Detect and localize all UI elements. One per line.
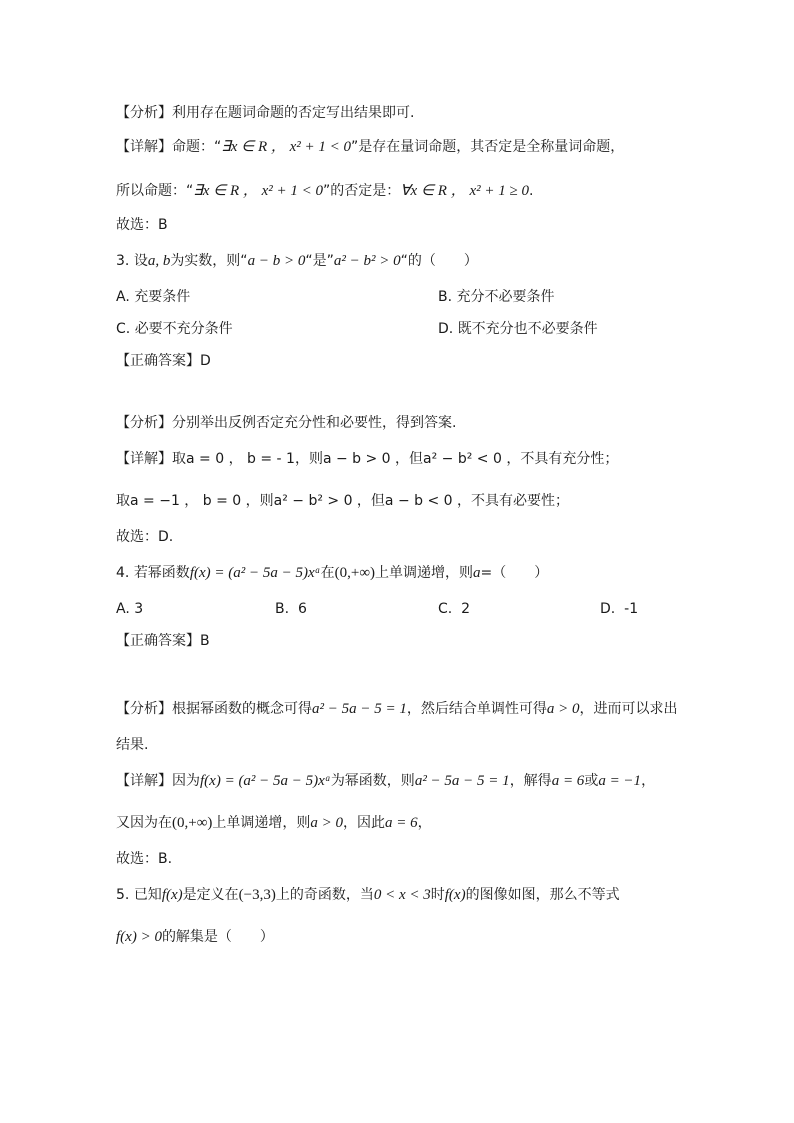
q3-option-c: C. 必要不充分条件 — [116, 321, 233, 337]
q4-detail-1: 【详解】因为f(x) = (a² − 5a − 5)xᵃ为幂函数，则a² − 5a − 5 = 1，解得a = 6或a = −1， — [116, 773, 656, 789]
q3-detail-1: 【详解】取a = 0 ， b = - 1，则a − b > 0 ，但a² − b² < 0 ，不具有充分性； — [116, 451, 619, 467]
q5-stem-cont: f(x) > 0的解集是（ ） — [116, 929, 274, 945]
analysis-label: 【分析】 — [116, 105, 172, 121]
q4-analysis-cont: 结果. — [116, 737, 149, 753]
q4-answer: 【正确答案】B — [116, 633, 210, 649]
q4-analysis: 【分析】根据幂函数的概念可得a² − 5a − 5 = 1，然后结合单调性可得a > 0，进而可以求出 — [116, 701, 678, 717]
q3-option-d: D. 既不充分也不必要条件 — [438, 321, 598, 337]
question-number: 5. — [116, 887, 130, 903]
q4-choice: 故选：B. — [116, 851, 173, 867]
q4-stem: 4. 若幂函数f(x) = (a² − 5a − 5)xᵃ在(0,+∞)上单调递增，则a=（ ） — [116, 565, 549, 581]
q3-analysis: 【分析】分别举出反例否定充分性和必要性，得到答案. — [116, 415, 457, 431]
answer-label: 【正确答案】 — [116, 353, 200, 369]
q2-choice: 故选：B — [116, 217, 168, 233]
q2-detail-1: 【详解】命题：“∃x ∈ R ， x² + 1 < 0”是存在量词命题，其否定是全称量词命题， — [116, 139, 625, 155]
q3-choice: 故选：D. — [116, 529, 174, 545]
q3-option-b: B. 充分不必要条件 — [438, 289, 555, 305]
q2-detail-2: 所以命题：“∃x ∈ R ， x² + 1 < 0”的否定是：∀x ∈ R ， x² + 1 ≥ 0. — [116, 183, 534, 199]
q3-detail-2: 取a = −1 ， b = 0 ，则a² − b² > 0 ，但a − b < 0 ，不具有必要性； — [116, 493, 570, 509]
q3-answer: 【正确答案】D — [116, 353, 211, 369]
q4-detail-2: 又因为在(0,+∞)上单调递增，则a > 0，因此a = 6， — [116, 815, 432, 831]
q4-option-b: B. 6 — [275, 601, 307, 617]
math-formula: ∃x ∈ R ， x² + 1 < 0 — [221, 139, 352, 155]
question-number: 3. — [116, 253, 130, 269]
q2-analysis — [116, 103, 414, 123]
q4-option-c: C. 2 — [438, 601, 471, 617]
q5-stem: 5. 已知f(x)是定义在(−3,3)上的奇函数，当0 < x < 3时f(x)的图像如图，那么不等式 — [116, 887, 620, 903]
q4-option-d: D. -1 — [600, 601, 639, 617]
analysis-text: 利用存在题词命题的否定写出结果即可. — [172, 105, 415, 121]
math-formula: ∃x ∈ R ， x² + 1 < 0 — [193, 183, 324, 199]
q3-option-a: A. 充要条件 — [116, 289, 191, 305]
question-number: 4. — [116, 565, 130, 581]
q4-option-a: A. 3 — [116, 601, 144, 617]
detail-label: 【详解】 — [116, 139, 172, 155]
math-formula: ∀x ∈ R ， x² + 1 ≥ 0 — [400, 183, 529, 199]
q3-stem: 3. 设a, b为实数，则“a − b > 0“是”a² − b² > 0“的（ ） — [116, 253, 478, 269]
